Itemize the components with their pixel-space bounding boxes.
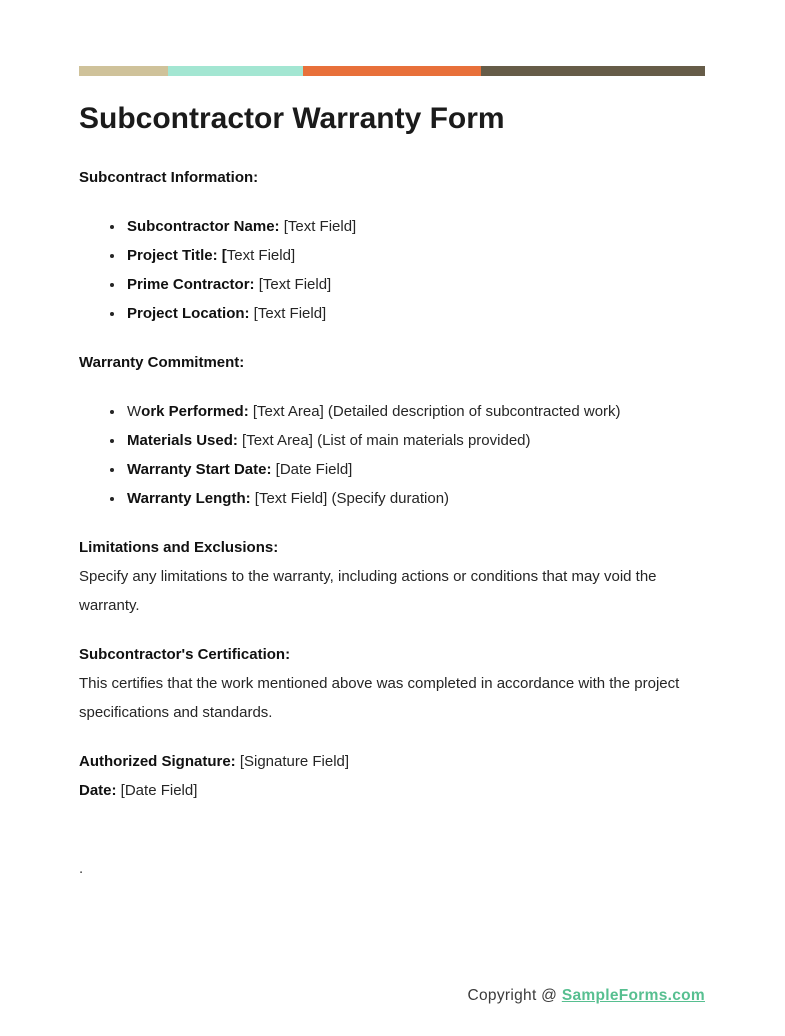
field-label: Project Location:: [127, 305, 250, 322]
bullet-list: [79, 397, 705, 513]
section-heading: Limitations and Exclusions:: [79, 539, 279, 556]
field-label: ork Performed:: [141, 403, 249, 420]
field-label: Subcontractor Name:: [127, 218, 280, 235]
field-label: Date:: [79, 782, 117, 799]
decorative-color-bar: [79, 66, 705, 76]
section-heading: Warranty Commitment:: [79, 354, 245, 371]
field-label: Project Title: [: [127, 247, 227, 264]
bullet-item: [125, 270, 705, 299]
field-placeholder: W: [127, 403, 142, 420]
bullet-item: [125, 299, 705, 328]
field-label: Authorized Signature:: [79, 753, 236, 770]
field-label: Warranty Start Date:: [127, 461, 272, 478]
field-label: Prime Contractor:: [127, 276, 255, 293]
bullet-item: [125, 397, 705, 426]
field-placeholder: [Text Field]: [279, 218, 357, 235]
bullet-item: [125, 484, 705, 513]
page-title: Subcontractor Warranty Form: [79, 102, 505, 135]
stray-period: .: [79, 860, 84, 877]
brown-segment: [481, 66, 705, 76]
field-placeholder: Text Field]: [226, 247, 296, 264]
section-heading: Subcontract Information:: [79, 169, 259, 186]
section-heading: Subcontractor's Certification:: [79, 646, 291, 663]
orange-segment: [303, 66, 481, 76]
bullet-item: [125, 212, 705, 241]
bullet-item: [125, 455, 705, 484]
field-placeholder: [Date Field]: [116, 782, 198, 799]
document-body: [79, 163, 705, 727]
bullet-list: [79, 212, 705, 328]
bullet-item: [125, 241, 705, 270]
footer: [468, 985, 705, 1007]
field-placeholder: [Text Field] (Specify duration): [250, 490, 450, 507]
field-placeholder: [Text Area] (List of main materials provided): [237, 432, 531, 449]
field-label: Materials Used:: [127, 432, 238, 449]
signature-line: [79, 776, 705, 805]
field-placeholder: [Signature Field]: [235, 753, 350, 770]
field-placeholder: [Text Field]: [254, 276, 332, 293]
signature-block: [79, 747, 705, 805]
section-paragraph: This certifies that the work mentioned above was completed in accordance with the project specifications and standards.: [79, 675, 680, 721]
field-placeholder: [Text Field]: [249, 305, 327, 322]
bullet-item: [125, 426, 705, 455]
tan-segment: [79, 66, 168, 76]
section-paragraph: Specify any limitations to the warranty, including actions or conditions that may void the warranty.: [79, 568, 657, 614]
teal-segment: [168, 66, 303, 76]
copyright-text: Copyright @: [467, 987, 562, 1004]
field-label: Warranty Length:: [127, 490, 251, 507]
field-placeholder: [Text Area] (Detailed description of subcontracted work): [248, 403, 621, 420]
field-placeholder: [Date Field]: [271, 461, 353, 478]
signature-line: [79, 747, 705, 776]
sampleforms-link[interactable]: SampleForms.com: [561, 987, 705, 1004]
